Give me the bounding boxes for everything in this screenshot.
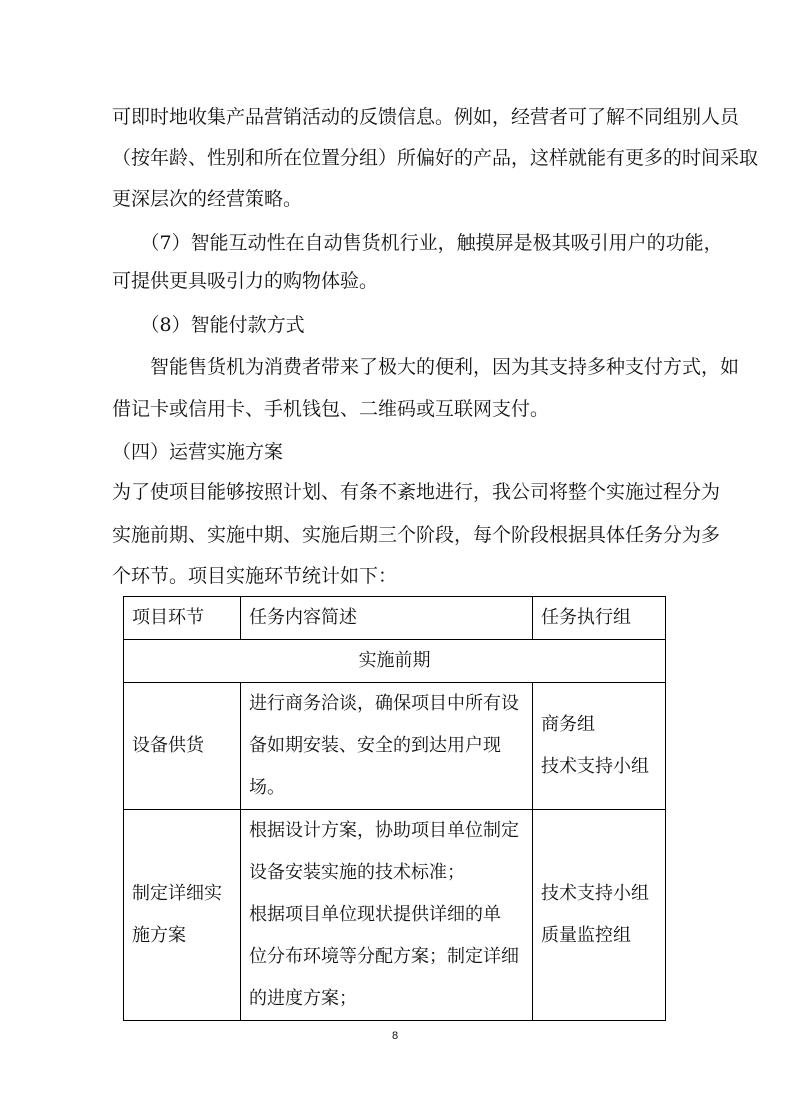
table-row xyxy=(124,683,666,810)
text-line: 可提供更具吸引力的购物体验。 xyxy=(112,270,379,292)
stage-text: 制定详细实 xyxy=(132,883,222,904)
header-cell: 任务执行组 xyxy=(533,597,666,640)
desc-line: 根据设计方案，协助项目单位制定 xyxy=(249,820,519,841)
group-line: 质量监控组 xyxy=(541,925,631,946)
desc-line: 场。 xyxy=(249,777,285,798)
group-cell xyxy=(533,683,666,810)
group-cell xyxy=(533,810,666,1021)
text-line: 为了使项目能够按照计划、有条不紊地进行，我公司将整个实施过程分为 xyxy=(112,481,721,503)
desc-line: 位分布环境等分配方案；制定详细 xyxy=(249,946,519,967)
stage-cell xyxy=(124,683,241,810)
page-number: 8 xyxy=(391,1030,399,1042)
group-line: 商务组 xyxy=(541,714,595,735)
stage-cell xyxy=(124,810,241,1021)
implementation-table xyxy=(123,596,666,1021)
header-cell: 任务内容简述 xyxy=(241,597,533,640)
desc-line: 设备安装实施的技术标准； xyxy=(249,862,465,883)
desc-line: 备如期安装、安全的到达用户现 xyxy=(249,735,501,756)
stage-text: 施方案 xyxy=(132,925,186,946)
group-line: 技术支持小组 xyxy=(541,756,649,777)
desc-line: 根据项目单位现状提供详细的单 xyxy=(249,904,501,925)
text-line: （8）智能付款方式 xyxy=(112,314,305,336)
table-header-row xyxy=(124,597,666,640)
text-line: 可即时地收集产品营销活动的反馈信息。例如，经营者可了解不同组别人员 xyxy=(112,106,740,128)
section-heading: （四）运营实施方案 xyxy=(112,441,284,463)
section-cell: 实施前期 xyxy=(124,640,666,683)
text-line: （按年龄、性别和所在位置分组）所偏好的产品，这样就能有更多的时间采取 xyxy=(112,147,759,169)
header-cell: 项目环节 xyxy=(124,597,241,640)
group-line: 技术支持小组 xyxy=(541,883,649,904)
text-line: 借记卡或信用卡、手机钱包、二维码或互联网支付。 xyxy=(112,398,550,420)
text-line: （7）智能互动性在自动售货机行业，触摸屏是极其吸引用户的功能， xyxy=(112,232,723,254)
text-line: 更深层次的经营策略。 xyxy=(112,188,303,210)
text-line: 智能售货机为消费者带来了极大的便利，因为其支持多种支付方式，如 xyxy=(112,356,740,378)
table-row xyxy=(124,810,666,1021)
desc-cell xyxy=(241,810,533,1021)
table-section-row xyxy=(124,640,666,683)
desc-line: 进行商务洽谈，确保项目中所有设 xyxy=(249,693,519,714)
desc-cell xyxy=(241,683,533,810)
text-line: 实施前期、实施中期、实施后期三个阶段，每个阶段根据具体任务分为多 xyxy=(112,524,721,546)
text-line: 个环节。项目实施环节统计如下： xyxy=(112,565,398,587)
desc-line: 的进度方案； xyxy=(249,988,357,1009)
stage-text: 设备供货 xyxy=(132,735,204,756)
